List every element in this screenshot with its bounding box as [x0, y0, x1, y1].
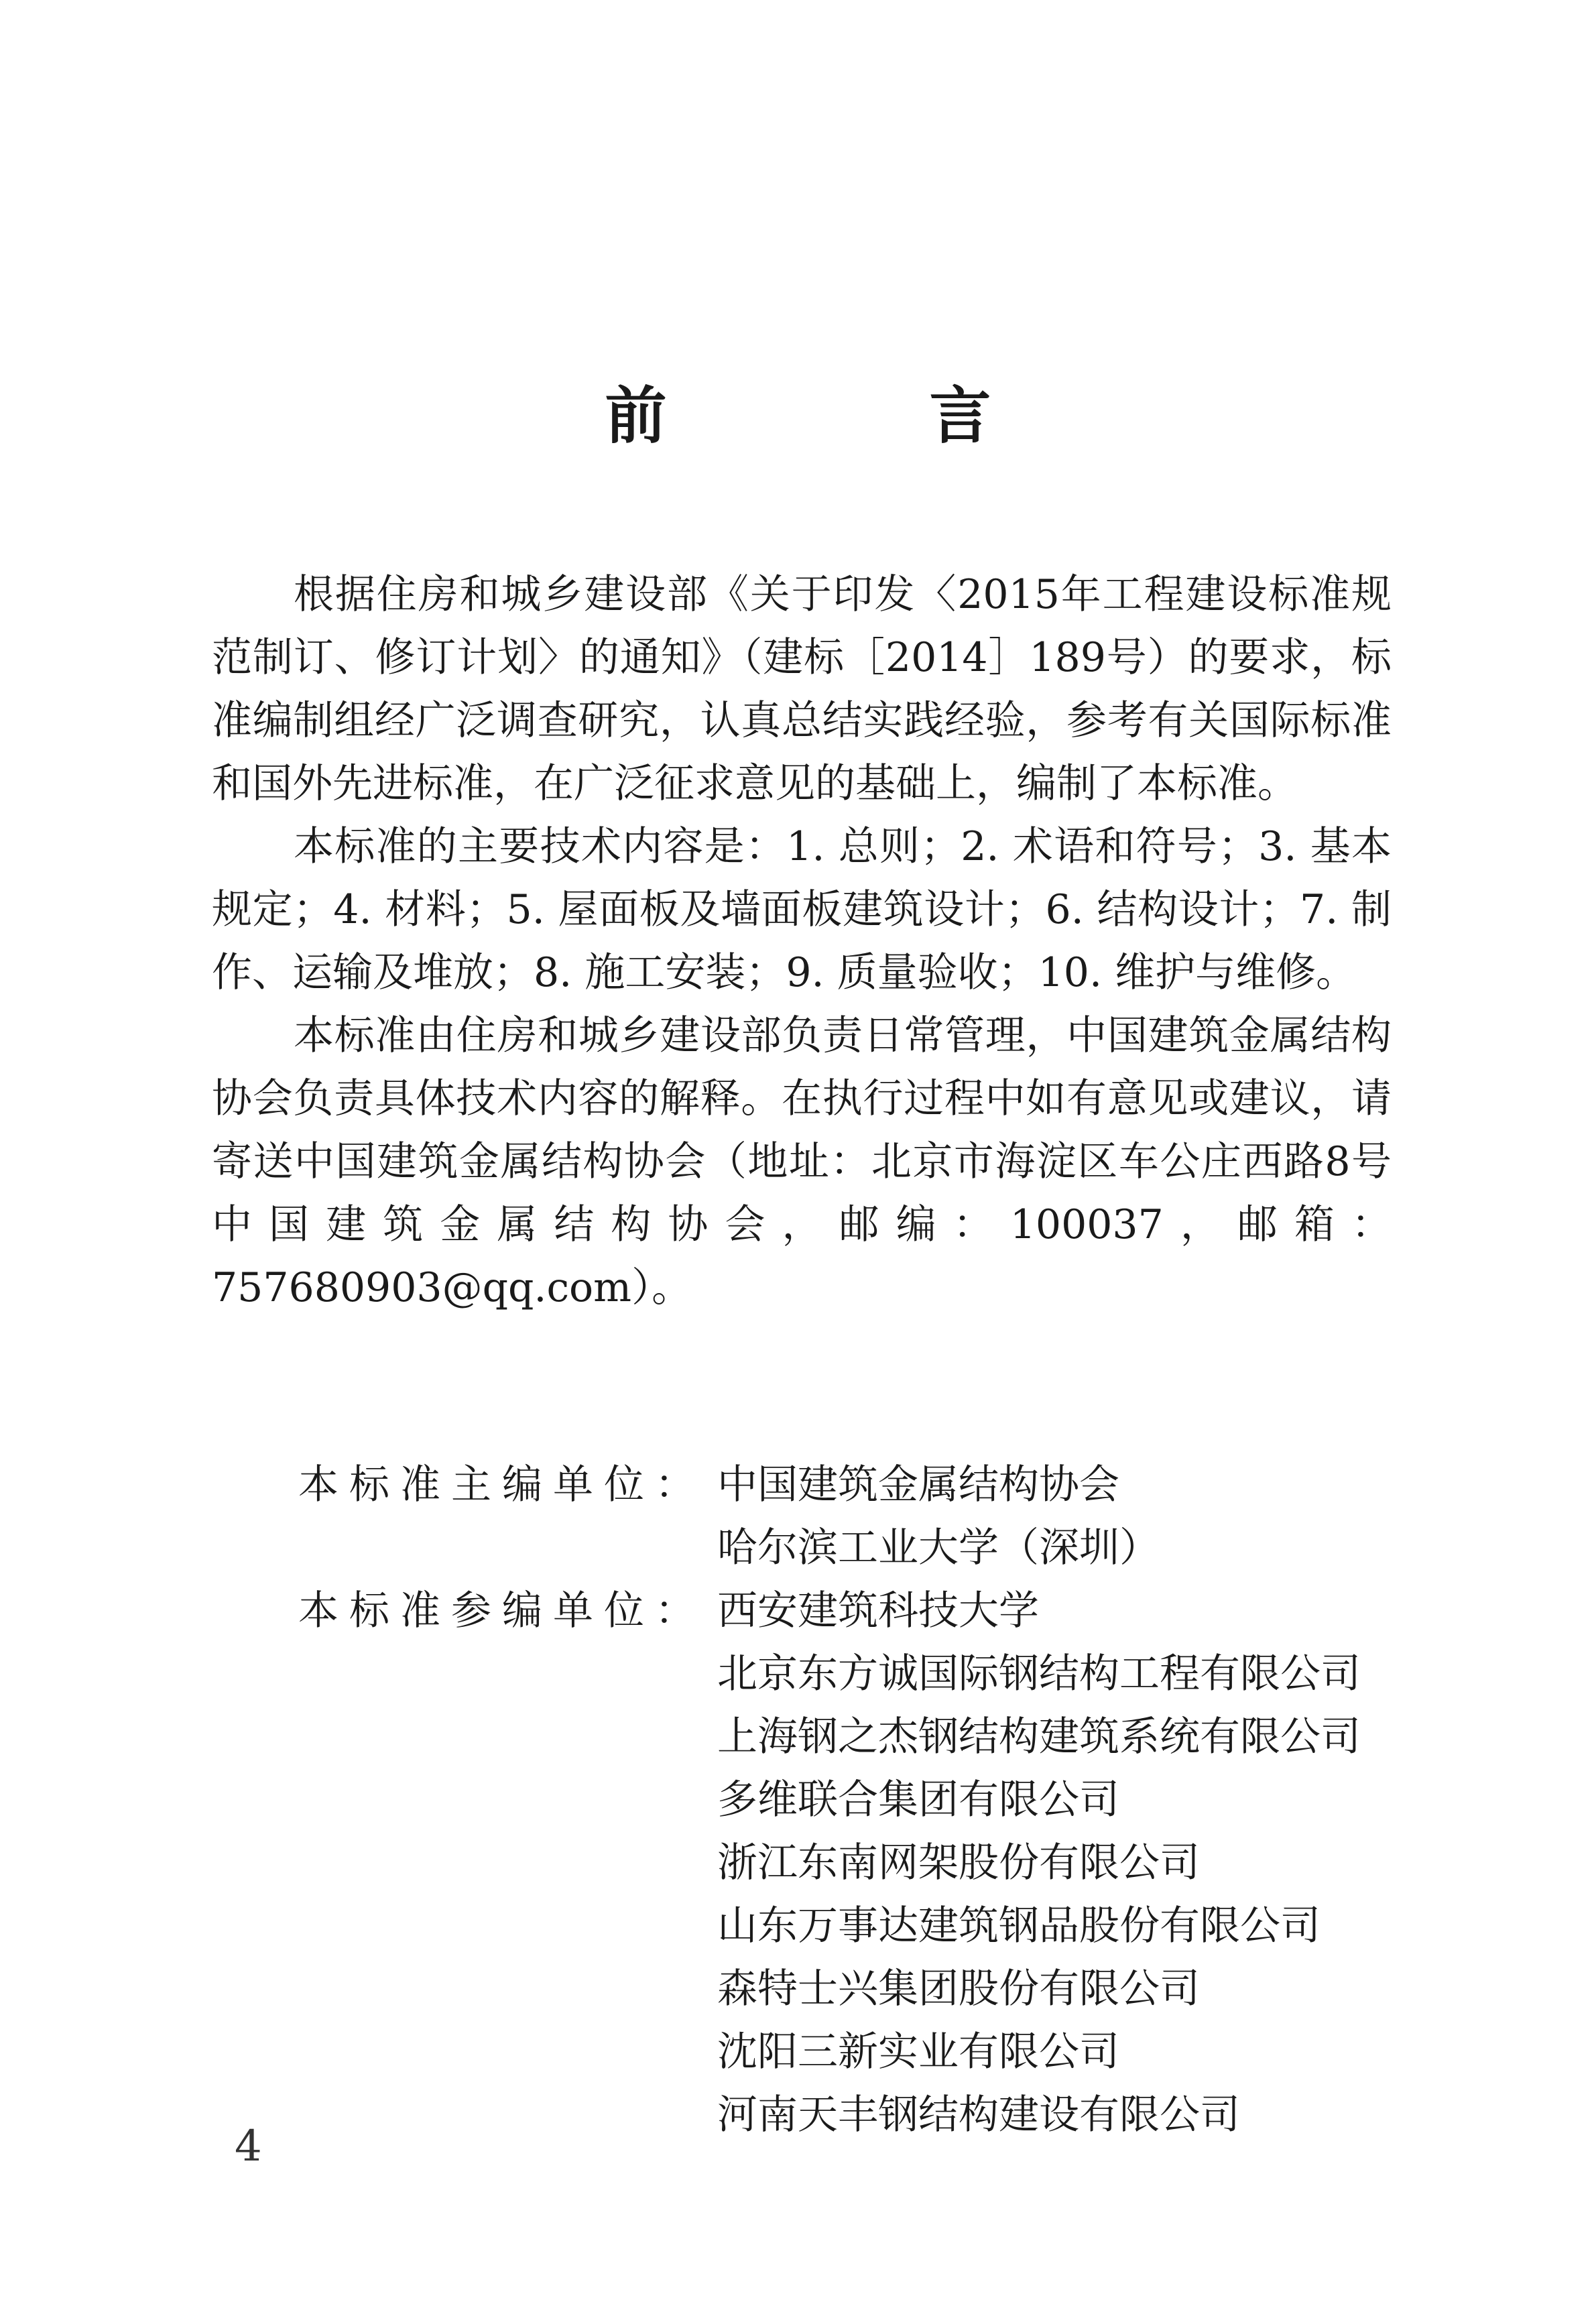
- chief-units-list: [717, 1453, 1160, 1579]
- participating-unit-item: 多维联合集团有限公司: [717, 1776, 1119, 1823]
- participating-unit-item: 森特士兴集团股份有限公司: [717, 1965, 1200, 2012]
- participating-units-label: 本标准参编单位：: [298, 1587, 706, 1634]
- participating-unit-item: 河南天丰钢结构建设有限公司: [717, 2091, 1240, 2138]
- paragraph-contents: 本标准的主要技术内容是：1. 总则；2. 术语和符号；3. 基本规定；4. 材料；5. 屋面板及墙面板建筑设计；6. 结构设计；7. 制作、运输及堆放；8. 施工安装；9. 质量验收；10. 维护与维修。: [212, 823, 1392, 996]
- participating-unit-item: 浙江东南网架股份有限公司: [717, 1839, 1200, 1886]
- chief-unit-item: 中国建筑金属结构协会: [717, 1461, 1119, 1508]
- paragraph-basis: 根据住房和城乡建设部《关于印发〈2015年工程建设标准规范制订、修订计划〉的通知》（建标［2014］189号）的要求，标准编制组经广泛调查研究，认真总结实践经验，参考有关国际标准和国外先进标准，在广泛征求意见的基础上，编制了本标准。: [212, 571, 1392, 807]
- page-number: 4: [235, 2122, 262, 2171]
- participating-unit-item: 上海钢之杰钢结构建筑系统有限公司: [717, 1713, 1361, 1760]
- paragraph-management: 本标准由住房和城乡建设部负责日常管理，中国建筑金属结构协会负责具体技术内容的解释。在执行过程中如有意见或建议，请寄送中国建筑金属结构协会（地址：北京市海淀区车公庄西路8号中国建筑金属结构协会，邮编：100037，邮箱：757680903@qq.com）。: [212, 1012, 1392, 1311]
- chief-unit-item: 哈尔滨工业大学（深圳）: [717, 1524, 1160, 1571]
- chief-units-label: 本标准主编单位：: [298, 1461, 706, 1508]
- chief-units-group: [298, 1453, 1361, 1579]
- participating-unit-item: 西安建筑科技大学: [717, 1587, 1039, 1634]
- participating-unit-item: 北京东方诚国际钢结构工程有限公司: [717, 1650, 1361, 1697]
- participating-unit-item: 沈阳三新实业有限公司: [717, 2028, 1119, 2075]
- page-title: 前 言: [605, 380, 1092, 452]
- drafting-units: [298, 1453, 1361, 2146]
- participating-units-group: [298, 1579, 1361, 2146]
- participating-units-list: [717, 1579, 1361, 2146]
- preface-body: [212, 563, 1392, 1319]
- participating-unit-item: 山东万事达建筑钢品股份有限公司: [717, 1902, 1321, 1949]
